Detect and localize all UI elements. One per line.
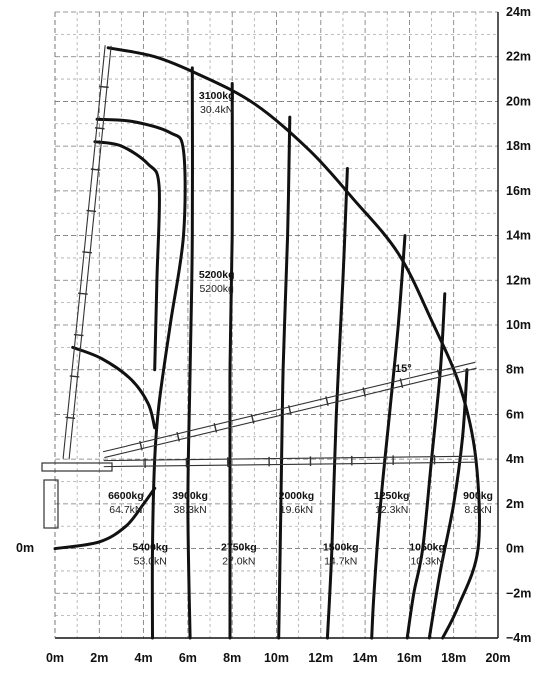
left-zero-label: 0m [16,541,35,555]
y-tick-label: 14m [506,228,532,243]
load-kn: 12.3kN [375,504,409,517]
x-tick-label: 8m [223,651,242,665]
boom-outline [104,455,476,468]
x-tick-label: 0m [45,651,65,665]
load-kn: 38.3kN [173,504,207,517]
y-tick-label: 8m [506,362,525,377]
crane-boom-outlines [42,45,477,528]
load-envelope-curve [188,68,193,638]
boom-joint [95,128,105,129]
y-tick-label: −2m [506,586,532,601]
load-label [279,490,315,516]
x-tick-label: 10m [263,651,290,665]
x-tick-label: 16m [396,651,422,665]
load-kg: 900kg [463,490,493,503]
load-kg: 5200kg [198,268,235,281]
load-kn: 19.6kN [279,504,314,517]
boom-joint [66,417,76,418]
load-label [172,490,208,516]
load-label [409,542,445,568]
load-kg: 1250kg [373,490,410,503]
boom-outline [63,45,111,459]
load-label [132,542,168,568]
load-kg: 3900kg [172,490,208,503]
load-kn: 8.8kN [464,504,492,517]
load-kn: 14.7kN [324,555,358,568]
y-tick-label: 18m [506,139,532,154]
x-tick-label: 12m [308,651,334,665]
load-kn: 27.0kN [222,555,256,568]
boom-angle-label: 15° [395,363,412,375]
y-tick-label: 6m [506,407,525,422]
load-label [323,542,359,568]
boom-joint [91,169,101,170]
load-kg: 2750kg [221,541,257,554]
y-tick-label: 16m [506,183,532,198]
y-tick-label: 0m [506,541,525,556]
y-tick-label: 12m [506,273,532,288]
x-tick-label: 6m [178,651,197,665]
boom-joint [82,252,92,253]
load-label [108,490,144,516]
load-envelope-curve [95,142,160,370]
boom-edge [104,462,476,466]
load-kg: 6600kg [108,490,144,503]
boom-joint [74,335,84,336]
x-tick-label: 2m [90,651,109,665]
y-tick-label: 24m [506,5,532,19]
y-tick-label: 20m [506,94,532,109]
load-kg: 3100kg [198,89,235,102]
load-label [199,269,235,295]
load-kn: 30.4kN [200,103,234,116]
load-label [221,542,257,568]
load-label [199,90,235,116]
boom-joint [99,86,109,87]
y-tick-label: 22m [506,49,532,64]
load-kn: 10.3kN [410,555,444,568]
load-envelope-curve [279,117,290,638]
x-tick-label: 14m [352,651,378,665]
x-tick-label: 4m [134,651,153,665]
load-envelope-curve [73,347,155,427]
x-axis-ticks [46,651,511,665]
load-kg: 2000kg [278,490,315,503]
y-tick-label: −4m [506,631,532,645]
load-kn: 64.7kN [109,504,143,517]
y-tick-label: 2m [506,496,525,511]
x-tick-label: 18m [441,651,467,665]
y-tick-label: 4m [506,452,525,467]
x-tick-label: 20m [485,651,511,665]
boom-joint [70,376,80,377]
y-tick-label: 10m [506,318,532,332]
boom-edge [104,456,476,460]
y-axis-ticks [506,5,531,645]
load-kn: 53.0kN [133,555,167,568]
load-kg: 5400kg [132,541,169,554]
load-kg: 1050kg [409,541,445,554]
boom-joint [78,293,88,294]
load-kg: 1500kg [322,541,359,554]
load-envelope-curve [372,236,405,638]
load-kn: 5200kg [199,282,234,295]
boom-joint [87,210,97,211]
